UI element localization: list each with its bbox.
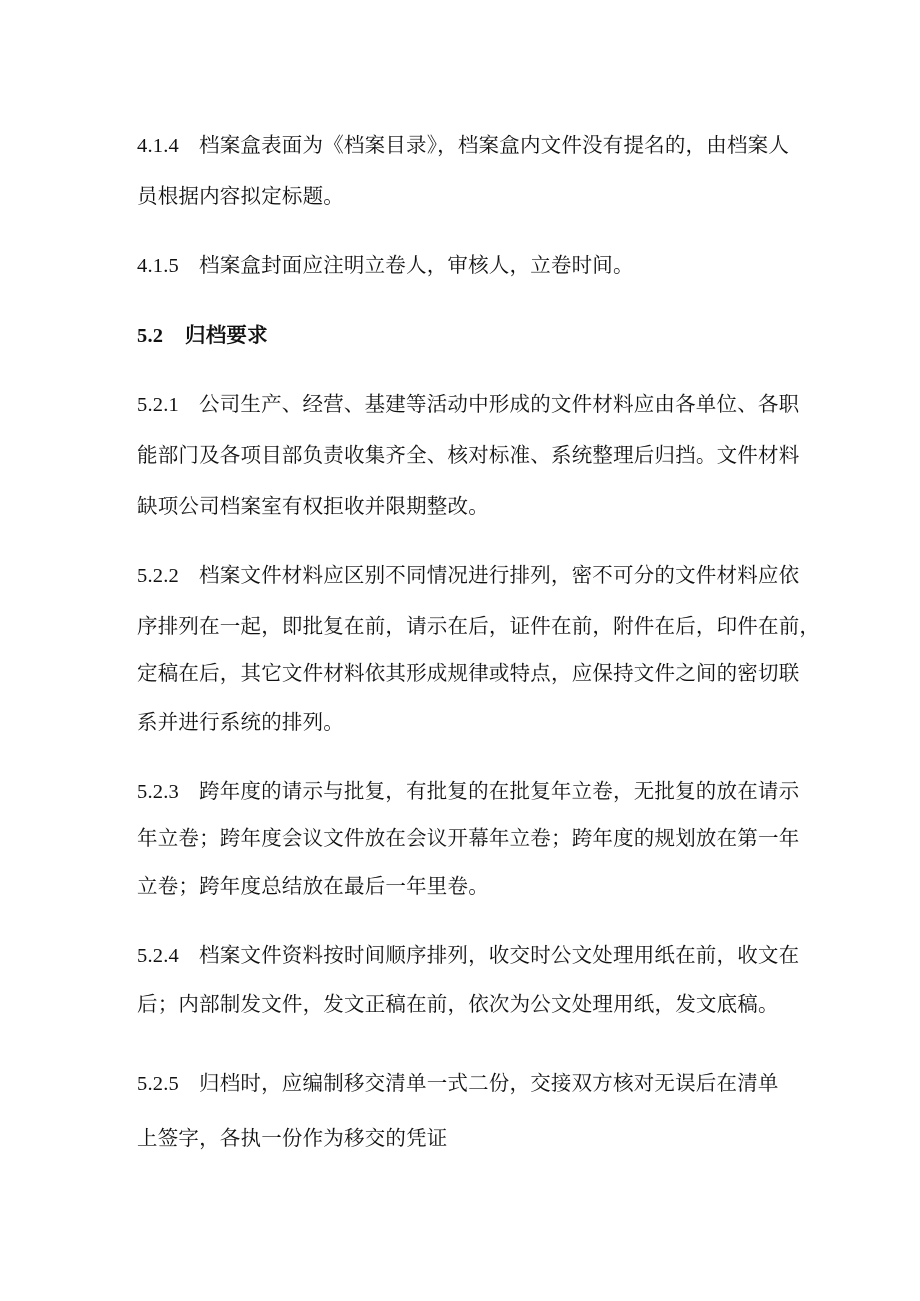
paragraph-text: 跨年度的请示与批复，有批复的在批复年立卷，无批复的放在请示 [199, 779, 800, 803]
section-heading-5-2 [137, 321, 268, 350]
section-number: 4.1.4 [137, 135, 179, 157]
paragraph-5-2-3-line-1 [137, 777, 799, 806]
paragraph-text: 员根据内容拟定标题。 [137, 184, 344, 208]
paragraph-5-2-5-line-2 [137, 1124, 448, 1152]
paragraph-5-2-2-line-2 [137, 612, 820, 640]
section-number: 5.2.1 [137, 394, 179, 416]
section-heading-title: 归档要求 [185, 323, 268, 347]
paragraph-5-2-1-line-1 [137, 390, 799, 419]
section-number: 5.2 [137, 325, 164, 347]
paragraph-text: 档案盒表面为《档案目录》，档案盒内文件没有提名的，由档案人 [199, 133, 790, 157]
paragraph-4-1-5-line-1 [137, 251, 634, 280]
paragraph-5-2-2-line-3 [137, 659, 799, 687]
paragraph-5-2-2-line-4 [137, 708, 344, 736]
paragraph-text: 能部门及各项目部负责收集齐全、核对标准、系统整理后归挡。文件材料 [137, 443, 800, 467]
paragraph-text: 定稿在后，其它文件材料依其形成规律或特点，应保持文件之间的密切联 [137, 661, 800, 685]
paragraph-text: 系并进行系统的排列。 [137, 710, 344, 734]
paragraph-5-2-1-line-3 [137, 492, 489, 520]
paragraph-4-1-4-line-2 [137, 182, 344, 210]
section-number: 5.2.2 [137, 565, 179, 587]
section-number: 5.2.3 [137, 781, 179, 803]
paragraph-text: 立卷；跨年度总结放在最后一年里卷。 [137, 874, 489, 898]
paragraph-text: 归档时，应编制移交清单一式二份，交接双方核对无误后在清单 [199, 1071, 779, 1095]
paragraph-4-1-4-line-1 [137, 131, 789, 160]
paragraph-5-2-2-line-1 [137, 561, 799, 590]
paragraph-text: 上签字，各执一份作为移交的凭证 [137, 1126, 448, 1150]
section-number: 5.2.5 [137, 1073, 179, 1095]
paragraph-5-2-1-line-2 [137, 441, 799, 469]
paragraph-text: 公司生产、经营、基建等活动中形成的文件材料应由各单位、各职 [199, 392, 800, 416]
section-number: 5.2.4 [137, 945, 179, 967]
paragraph-text: 档案文件材料应区别不同情况进行排列，密不可分的文件材料应依 [199, 563, 800, 587]
paragraph-text: 档案文件资料按时间顺序排列，收交时公文处理用纸在前，收文在 [199, 943, 800, 967]
paragraph-5-2-3-line-3 [137, 872, 489, 900]
paragraph-text: 后；内部制发文件，发文正稿在前，依次为公文处理用纸，发文底稿。 [137, 992, 779, 1016]
paragraph-5-2-4-line-1 [137, 941, 799, 970]
paragraph-5-2-3-line-2 [137, 824, 799, 852]
paragraph-text: 档案盒封面应注明立卷人，审核人，立卷时间。 [199, 253, 634, 277]
section-number: 4.1.5 [137, 255, 179, 277]
paragraph-5-2-4-line-2 [137, 990, 779, 1018]
paragraph-5-2-5-line-1 [137, 1069, 779, 1098]
paragraph-text: 年立卷；跨年度会议文件放在会议开幕年立卷；跨年度的规划放在第一年 [137, 826, 800, 850]
paragraph-text: 缺项公司档案室有权拒收并限期整改。 [137, 494, 489, 518]
paragraph-text: 序排列在一起，即批复在前，请示在后，证件在前，附件在后，印件在前， [137, 614, 821, 638]
